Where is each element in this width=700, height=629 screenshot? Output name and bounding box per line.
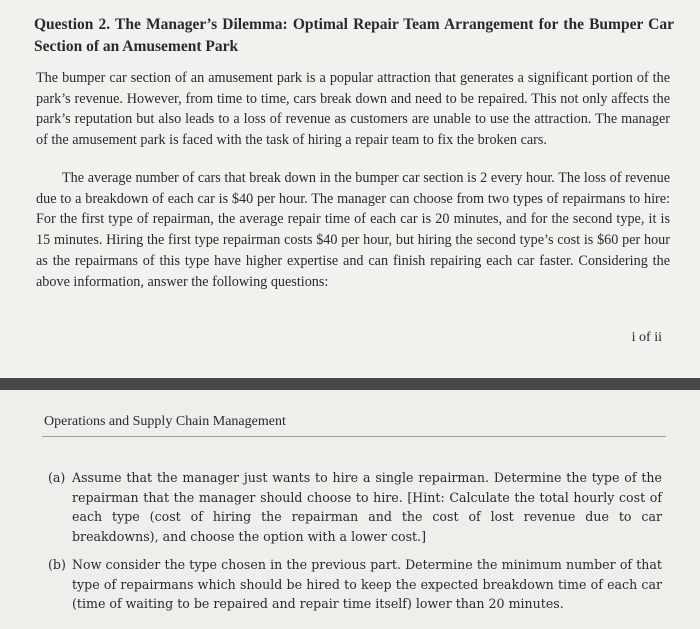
intro-paragraph: The bumper car section of an amusement park is a popular attraction that generates a significant portion of the park’s revenue. However, from time to time, cars break down and need to be repaired. This not only affects the park’s reputation but also leads to a loss of revenue as customers are unable to use the attraction. The manager of the amusement park is faced with the task of hiring a repair team to fix the broken cars. [36, 70, 670, 149]
question-b [48, 555, 662, 614]
question-title: Question 2. The Manager’s Dilemma: Optimal Repair Team Arrangement for the Bumper Car Section of an Amusement Park [34, 16, 674, 55]
header-rule [42, 436, 666, 437]
page-number: i of ii [631, 330, 662, 345]
question-b-text: Now consider the type chosen in the previous part. Determine the minimum number of that type of repairmans which should be hired to keep the expected breakdown time of each car (time of waiting to be repaired and repair time itself) lower than 20 minutes. [72, 557, 662, 611]
document-page-2 [0, 390, 700, 629]
details-paragraph: The average number of cars that break down in the bumper car section is 2 every hour. The loss of revenue due to a breakdown of each car is $40 per hour. The manager can choose from two types of repairmans to hire: For the first type of repairman, the average repair time of each car is 20 minutes, and for the second type, it is 15 minutes. Hiring the first type repairman costs $40 per hour, but hiring the second type’s cost is $60 per hour as the repairmans of this type have higher expertise and can finish repairing each car faster. Considering the above information, answer the following questions: [36, 170, 670, 290]
question-a [48, 468, 662, 546]
question-a-text: Assume that the manager just wants to hire a single repairman. Determine the type of the repairman that the manager should choose to hire. [Hint: Calculate the total hourly cost of each type (cost of hiring the repairman and the cost of lost revenue due to car breakdowns), and choose the option with a lower cost.] [72, 470, 662, 544]
page-separator [0, 378, 700, 390]
running-header: Operations and Supply Chain Management [44, 414, 286, 429]
question-b-label: (b) [48, 557, 66, 572]
question-a-label: (a) [48, 470, 66, 485]
